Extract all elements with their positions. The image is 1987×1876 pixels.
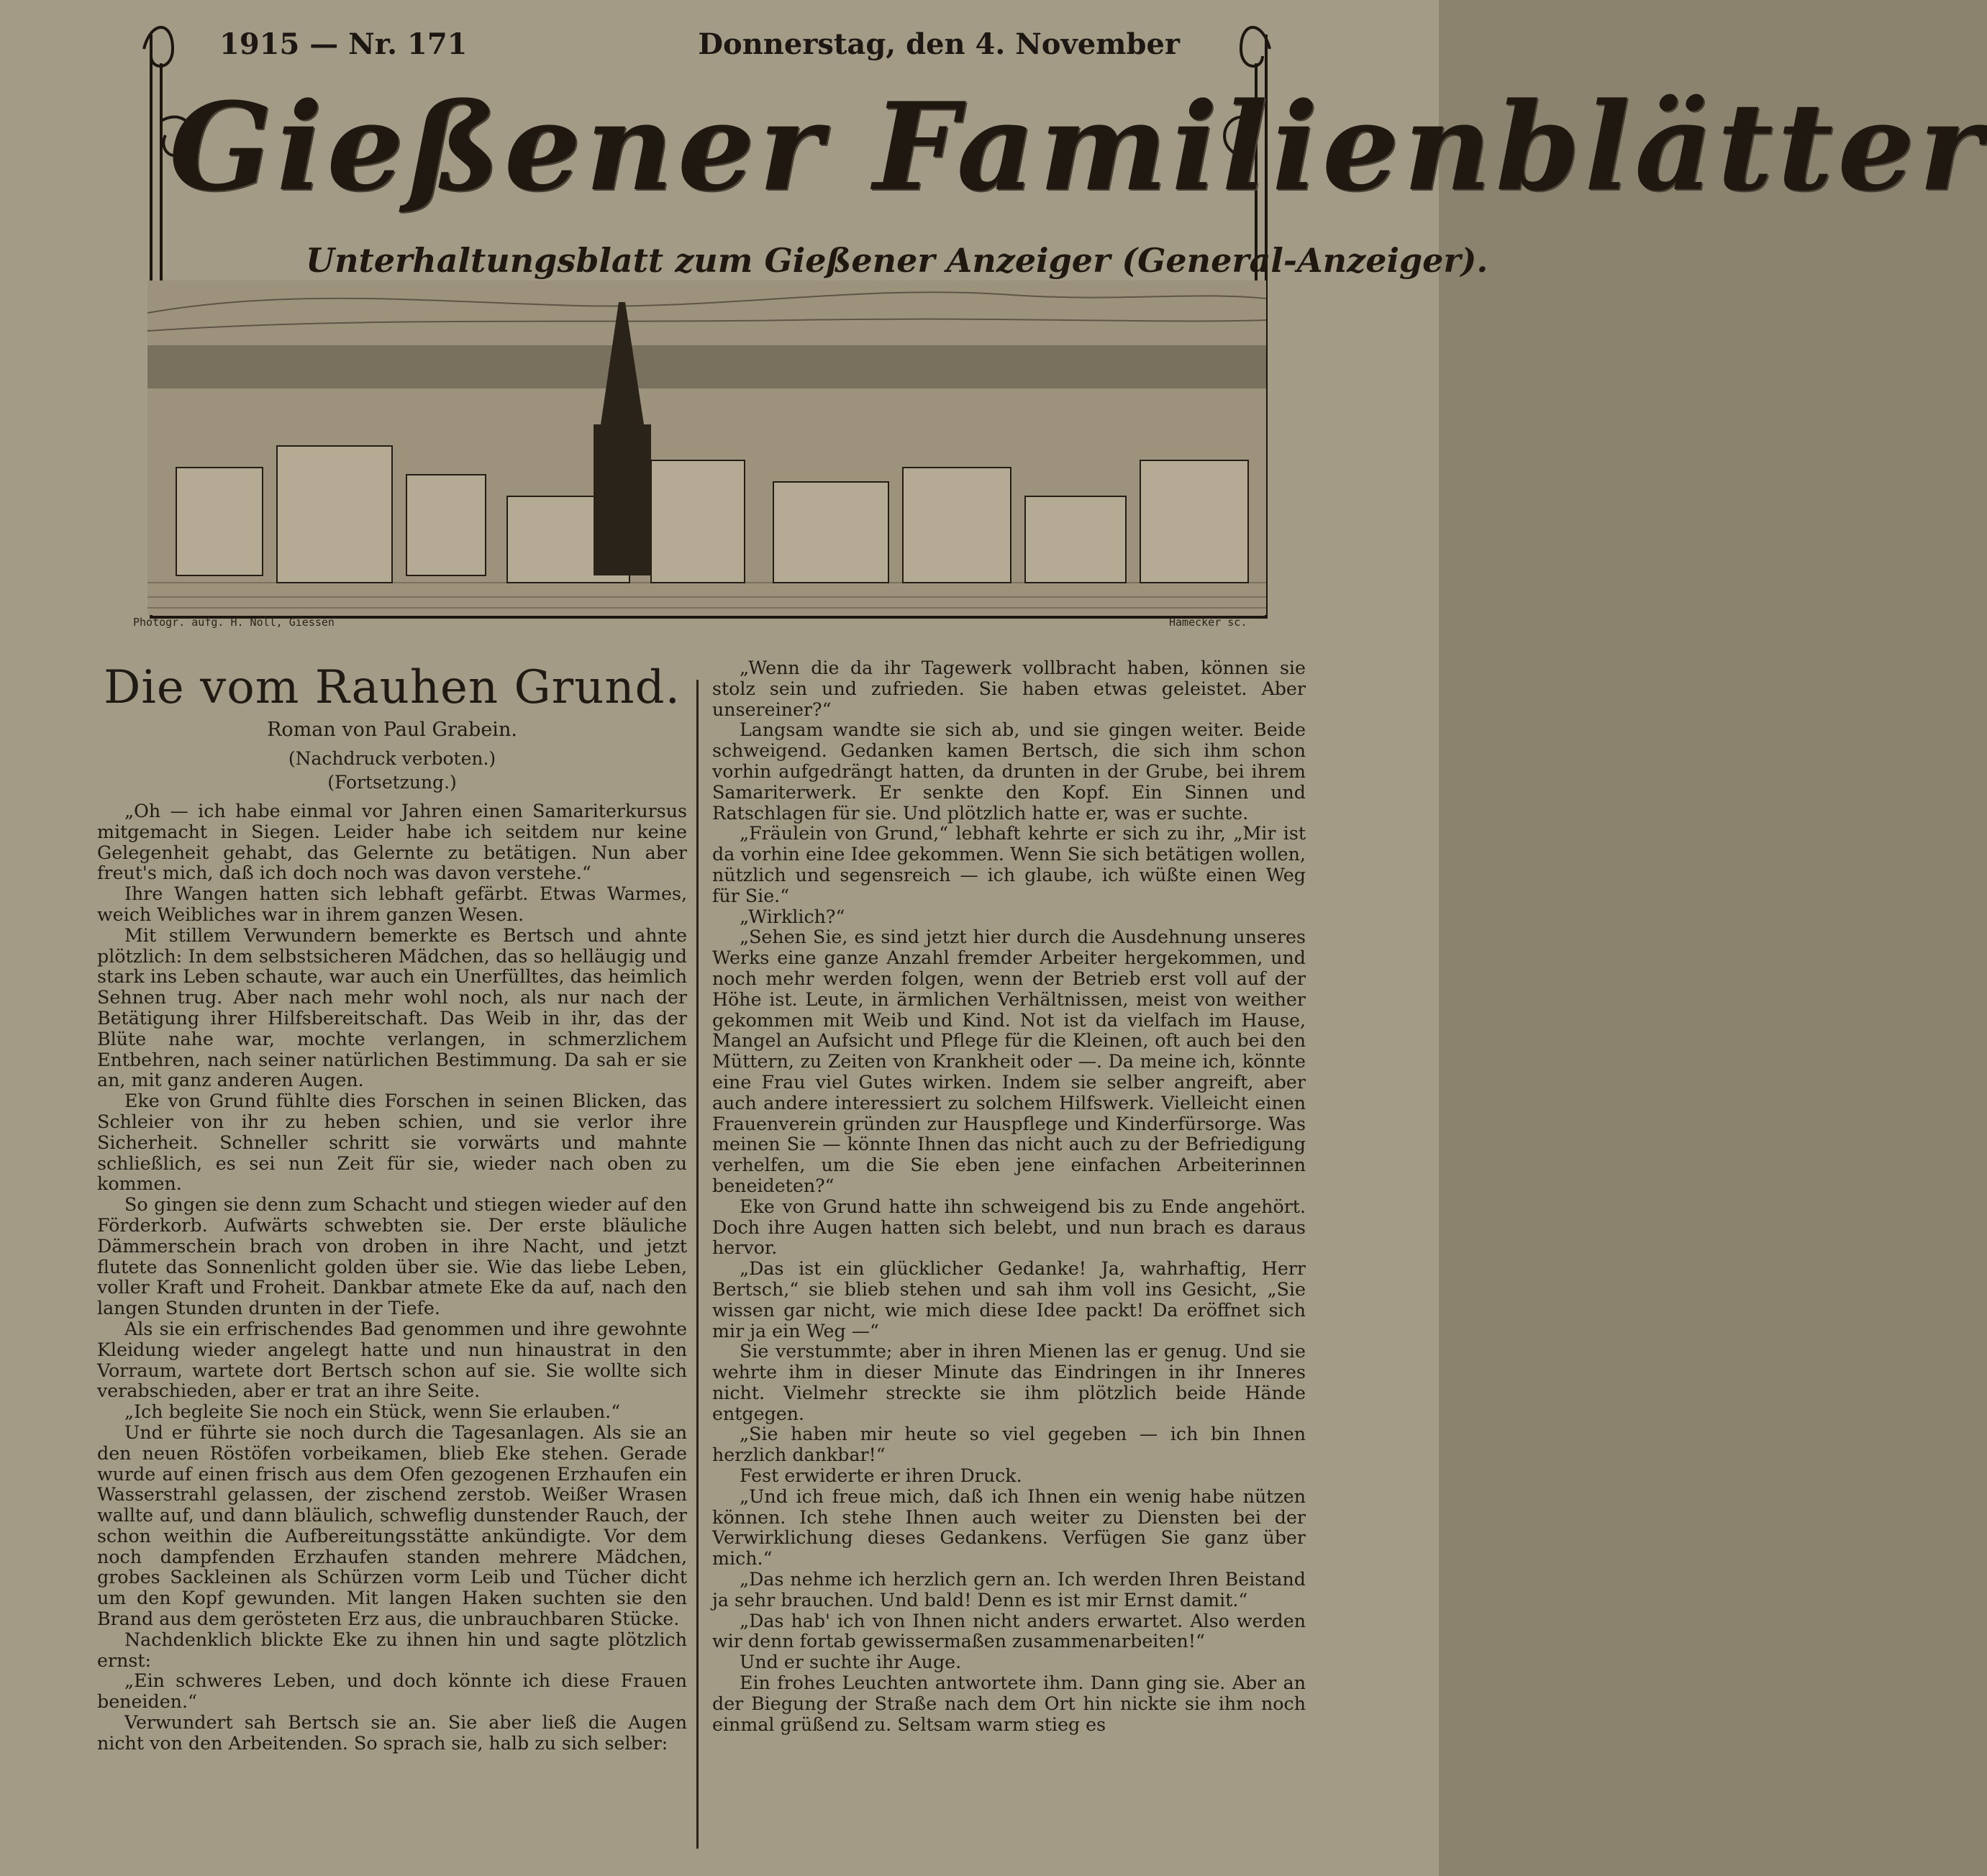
paragraph: „Ein schweres Leben, und doch könnte ich diese Frauen beneiden.“ [97,1670,687,1713]
paragraph: Langsam wandte sie sich ab, und sie gingen weiter. Beide schweigend. Gedanken kamen Bertsch, die sich ihm schon vorhin aufgedrängt hatten, da drunten in der Grube, bei ihrem Samariterwerk. Er senkte den Kopf. Ein Sinnen und Ratschlagen für sie. Und plötzlich hatte er, was er suchte. [712,719,1306,824]
paragraph: Sie verstummte; aber in ihren Mienen las er genug. Und sie wehrte ihm in dieser Minute das Eindringen in ihr Inneres nicht. Vielmehr streckte sie ihm plötzlich beide Hände entgegen. [712,1341,1306,1424]
paragraph: „Fräulein von Grund,“ lebhaft kehrte er sich zu ihr, „Mir ist da vorhin eine Idee gekommen. Wenn Sie sich betätigen wollen, nützlich und segensreich — ich glaube, ich wüßte einen Weg für Sie.“ [712,823,1306,906]
story-title: Die vom Rauhen Grund. [104,661,681,714]
masthead-title: Gießener Familienblätter [169,76,1987,218]
paragraph: Ihre Wangen hatten sich lebhaft gefärbt. Etwas Warmes, weich Weibliches war in ihrem ganzen Wesen. [97,883,687,925]
paragraph: Nachdenklich blickte Eke zu ihnen hin und sagte plötzlich ernst: [97,1629,687,1671]
paragraph: Eke von Grund fühlte dies Forschen in seinen Blicken, das Schleier von ihr zu heben schien, und sie verlor ihre Sicherheit. Schneller schritt sie vorwärts und mahnte schließlich, es sei nun Zeit für sie, wieder nach oben zu kommen. [97,1090,687,1195]
paragraph: „Das nehme ich herzlich gern an. Ich werden Ihren Beistand ja sehr brauchen. Und bald! Denn es ist mir Ernst damit.“ [712,1569,1306,1611]
paragraph: „Das ist ein glücklicher Gedanke! Ja, wahrhaftig, Herr Bertsch,“ sie blieb stehen und sah ihm voll ins Gesicht, „Sie wissen gar nicht, wie mich diese Idee packt! Da eröffnet sich mir ja ein Weg —“ [712,1258,1306,1342]
paragraph: Verwundert sah Bertsch sie an. Sie aber ließ die Augen nicht von den Arbeitenden. So sprach sie, halb zu sich selber: [97,1712,687,1754]
paragraph: „Sie haben mir heute so viel gegeben — ich bin Ihnen herzlich dankbar!“ [712,1424,1306,1466]
masthead-subtitle: Unterhaltungsblatt zum Gießener Anzeiger (General-Anzeiger). [306,241,1488,280]
paragraph: Als sie ein erfrischendes Bad genommen und ihre gewohnte Kleidung wieder angelegt hatte und nun hinaustrat in den Vorraum, wartete dort Bertsch schon auf sie. Sie wollte sich verabschieden, aber er trat an ihre Seite. [97,1318,687,1402]
paragraph: Und er suchte ihr Auge. [740,1652,962,1673]
right-column-text [712,658,1306,1735]
story-byline: Roman von Paul Grabein. [267,719,517,741]
photo-credit: Photogr. aufg. H. Noll, Giessen [133,616,335,629]
left-column-text [97,801,687,1754]
paragraph: Mit stillem Verwundern bemerkte es Bertsch und ahnte plötzlich: In dem selbstsicheren Mädchen, das so helläugig und stark ins Leben schaute, war auch ein Unerfülltes, das heimlich Sehnen trug. Aber nach mehr wohl noch, als nur nach der Betätigung ihrer Hilfsbereitschaft. Das Weib in ihr, das der Blüte nahe war, mochte verlangen, in schmerzlichem Entbehren, nach seiner natürlichen Bestimmung. Da sah er sie an, mit ganz anderen Augen. [97,924,687,1091]
paragraph: Und er führte sie noch durch die Tagesanlagen. Als sie an den neuen Röstöfen vorbeikamen, blieb Eke stehen. Gerade wurde auf einen frisch aus dem Ofen gezogenen Erzhaufen ein Wasserstrahl gelassen, der zischend zerstob. Weißer Wrasen wallte auf, und dann bläulich, schweflig dunstender Rauch, der schon weithin die Aufbereitungsstätte ankündigte. Vor dem noch dampfenden Erzhaufen standen mehrere Mädchen, grobes Sackleinen als Schürzen vorm Leib und Tücher dicht um den Kopf gewunden. Mit langen Haken suchten sie den Brand aus dem gerösteten Erz aus, die unbrauchbaren Stücke. [97,1421,687,1630]
paragraph: So gingen sie denn zum Schacht und stiegen wieder auf den Förderkorb. Aufwärts schwebten sie. Der erste bläuliche Dämmerschein brach von droben in ihre Nacht, und jetzt flutete das Sonnenlicht golden über sie. Wie das liebe Leben, voller Kraft und Froheit. Dankbar atmete Eke da auf, nach den langen Stunden drunten in der Tiefe. [97,1194,687,1319]
continuation-note: (Fortsetzung.) [327,772,457,793]
paragraph: „Oh — ich habe einmal vor Jahren einen Samariterkursus mitgemacht in Siegen. Leider habe ich seitdem nur keine Gelegenheit gehabt, das Gelernte zu betätigen. Nun aber freut's mich, daß ich doch noch was davon verstehe.“ [97,801,687,884]
issue-number: 1915 — Nr. 171 [219,27,468,61]
paragraph: „Wenn die da ihr Tagewerk vollbracht haben, können sie stolz sein und zufrieden. Sie haben etwas geleistet. Aber unsereiner?“ [712,657,1306,720]
paragraph: „Sehen Sie, es sind jetzt hier durch die Ausdehnung unseres Werks eine ganze Anzahl fremder Arbeiter hergekommen, und noch mehr werden folgen, wenn der Betrieb erst voll auf der Höhe ist. Leute, in ärmlichen Verhältnissen, meist von weither gekommen mit Weib und Kind. Not ist da vielfach im Hause, Mangel an Aufsicht und Pflege für die Kleinen, oft auch bei den Müttern, zu Zeiten von Krankheit oder —. Da meine ich, könnte eine Frau viel Gutes wirken. Indem sie selber angreift, aber auch andere interessiert zu solchem Hilfswerk. Vielleicht einen Frauenverein gründen zur Hauspflege und Kinderfürsorge. Was meinen Sie — könnte Ihnen das nicht auch zu der Befriedigung verhelfen, um die Sie eben jene einfachen Arbeiterinnen beneideten?“ [712,926,1306,1196]
issue-date: Donnerstag, den 4. November [698,27,1180,61]
town-panorama-illustration [147,281,1266,615]
right-column [712,658,1306,1735]
paragraph: Eke von Grund hatte ihn schweigend bis zu Ende angehört. Doch ihre Augen hatten sich belebt, und nun brach es daraus hervor. [712,1196,1306,1259]
paragraph: Fest erwiderte er ihren Druck. [740,1465,1022,1487]
paragraph: „Ich begleite Sie noch ein Stück, wenn Sie erlauben.“ [124,1401,621,1423]
paragraph: „Das hab' ich von Ihnen nicht anders erwartet. Also werden wir denn fortab gewissermaßen zusammenarbeiten!“ [712,1610,1306,1652]
left-column [97,658,687,1754]
paragraph: Ein frohes Leuchten antwortete ihm. Dann ging sie. Aber an der Biegung der Straße nach dem Ort hin nickte sie ihm noch einmal grüßend zu. Seltsam warm stieg es [712,1672,1306,1735]
column-divider [696,680,699,1849]
paragraph: „Und ich freue mich, daß ich Ihnen ein wenig habe nützen können. Ich stehe Ihnen auch weiter zu Diensten bei der Verwirklichung dieses Gedankens. Verfügen Sie ganz über mich.“ [712,1485,1306,1570]
paragraph: „Wirklich?“ [740,906,845,927]
engraver-credit: Hamecker sc. [1169,616,1247,629]
reprint-note: (Nachdruck verboten.) [288,748,496,769]
